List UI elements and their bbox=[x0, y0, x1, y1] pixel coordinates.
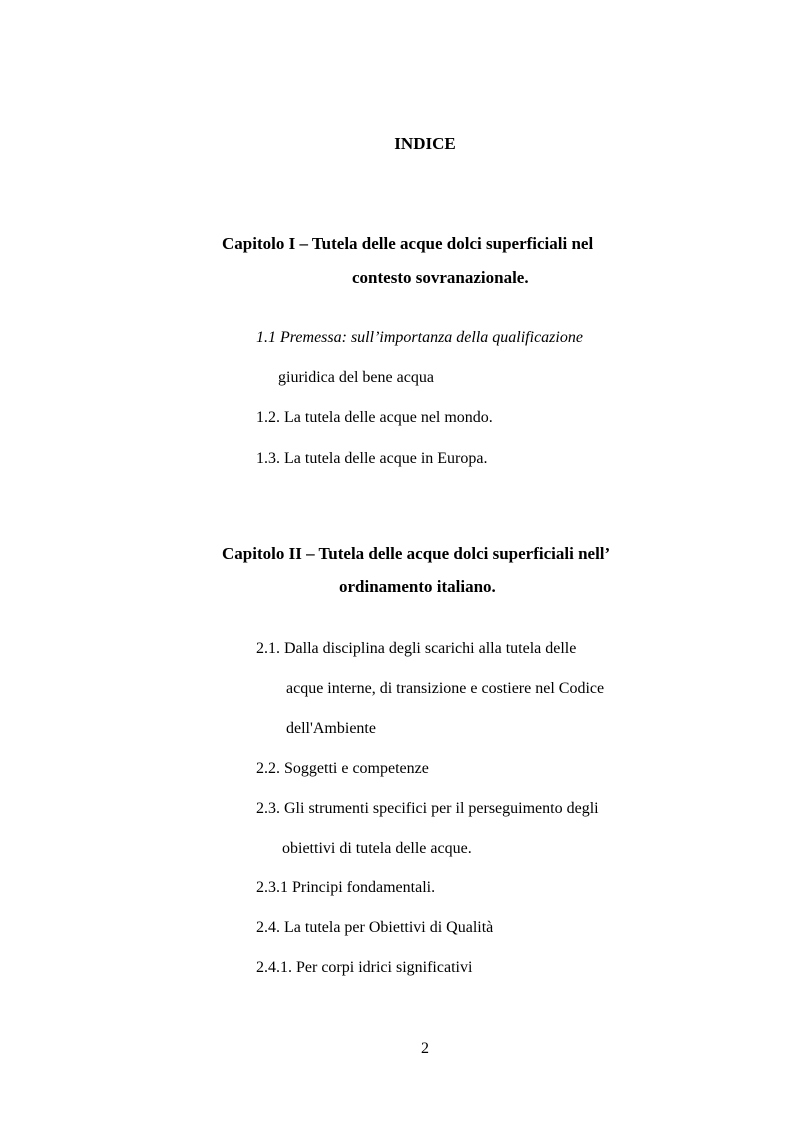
toc-item-2-1: 2.1. Dalla disciplina degli scarichi alla tutela delle bbox=[256, 640, 577, 657]
toc-item-2-2: 2.2. Soggetti e competenze bbox=[256, 760, 429, 777]
toc-item-1-1-cont: giuridica del bene acqua bbox=[278, 369, 434, 386]
toc-item-2-3-1: 2.3.1 Principi fondamentali. bbox=[256, 879, 436, 896]
toc-item-2-1-cont-1: acque interne, di transizione e costiere nel Codice bbox=[286, 680, 605, 697]
toc-item-2-4: 2.4. La tutela per Obiettivi di Qualità bbox=[256, 919, 494, 936]
chapter-1-heading-line-2: contesto sovranazionale. bbox=[352, 268, 529, 287]
toc-item-2-1-cont-2: dell'Ambiente bbox=[286, 720, 376, 737]
toc-item-1-3: 1.3. La tutela delle acque in Europa. bbox=[256, 450, 488, 467]
toc-item-1-2: 1.2. La tutela delle acque nel mondo. bbox=[256, 409, 493, 426]
chapter-2-heading-line-2: ordinamento italiano. bbox=[339, 577, 496, 596]
page-number: 2 bbox=[421, 1040, 429, 1057]
toc-item-1-1: 1.1 Premessa: sull’importanza della qualificazione bbox=[256, 329, 583, 346]
toc-item-2-3: 2.3. Gli strumenti specifici per il perseguimento degli bbox=[256, 800, 599, 817]
chapter-1-heading-line-1: Capitolo I – Tutela delle acque dolci superficiali nel bbox=[222, 234, 594, 253]
page-title: INDICE bbox=[394, 134, 456, 153]
toc-item-2-4-1: 2.4.1. Per corpi idrici significativi bbox=[256, 959, 473, 976]
toc-item-2-3-cont: obiettivi di tutela delle acque. bbox=[282, 840, 472, 857]
chapter-2-heading-line-1: Capitolo II – Tutela delle acque dolci superficiali nell’ bbox=[222, 544, 611, 563]
